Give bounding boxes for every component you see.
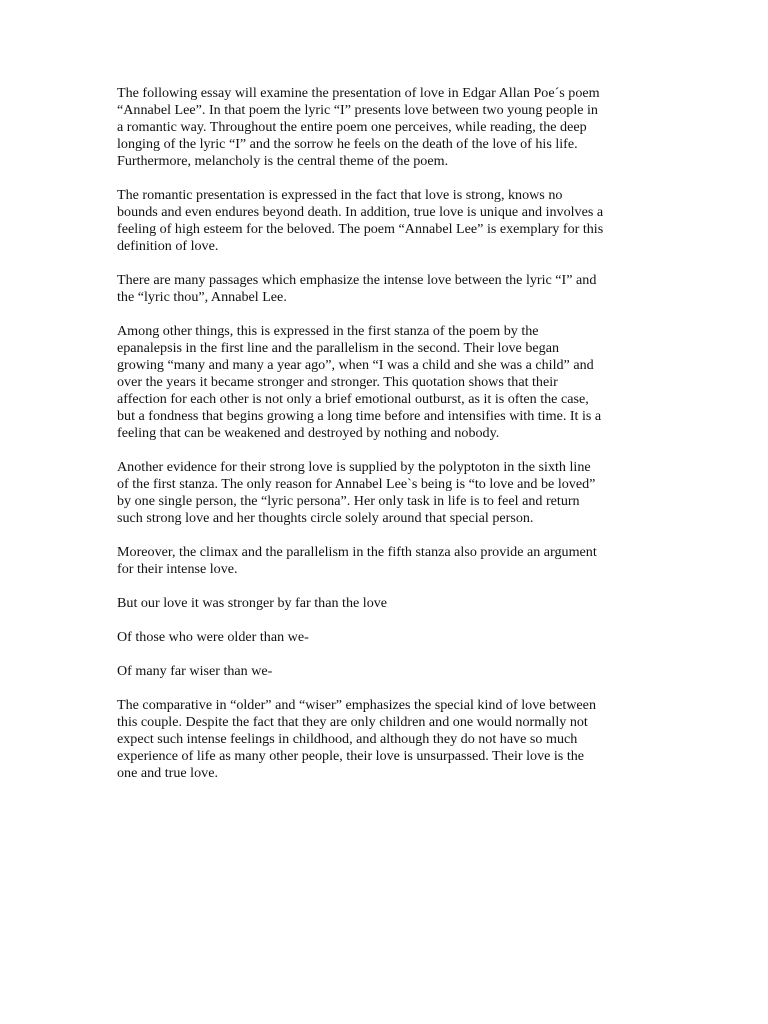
text-line: Furthermore, melancholy is the central theme of the poem. — [117, 153, 449, 169]
text-line: “Annabel Lee”. In that poem the lyric “I” presents love between two young people in — [117, 102, 598, 118]
paragraph-intro — [117, 85, 655, 170]
paragraph-climax — [117, 544, 655, 578]
text-line: There are many passages which emphasize the intense love between the lyric “I” and — [117, 272, 597, 288]
text-line: expect such intense feelings in childhood, and although they do not have so much — [117, 731, 578, 747]
text-line: over the years it became stronger and stronger. This quotation shows that their — [117, 374, 558, 390]
text-line: the “lyric thou”, Annabel Lee. — [117, 289, 287, 305]
text-line: growing “many and many a year ago”, when “I was a child and she was a child” and — [117, 357, 594, 373]
text-line: longing of the lyric “I” and the sorrow he feels on the death of the love of his life. — [117, 136, 578, 152]
poem-quote-line-3 — [117, 663, 655, 680]
text-line: this couple. Despite the fact that they are only children and one would normally not — [117, 714, 588, 730]
text-line: by one single person, the “lyric persona”. Her only task in life is to feel and return — [117, 493, 580, 509]
text-line: but a fondness that begins growing a long time before and intensifies with time. It is a — [117, 408, 602, 424]
text-line: Of many far wiser than we- — [117, 663, 273, 679]
paragraph-polyptoton — [117, 459, 655, 527]
text-line: Another evidence for their strong love is supplied by the polyptoton in the sixth line — [117, 459, 591, 475]
paragraph-romantic-presentation — [117, 187, 655, 255]
text-line: Moreover, the climax and the parallelism in the fifth stanza also provide an argument — [117, 544, 597, 560]
text-line: such strong love and her thoughts circle solely around that special person. — [117, 510, 534, 526]
text-line: of the first stanza. The only reason for Annabel Lee`s being is “to love and be loved” — [117, 476, 596, 492]
text-line: epanalepsis in the first line and the parallelism in the second. Their love began — [117, 340, 559, 356]
text-line: But our love it was stronger by far than the love — [117, 595, 388, 611]
paragraph-passages — [117, 272, 655, 306]
text-line: The comparative in “older” and “wiser” emphasizes the special kind of love between — [117, 697, 596, 713]
paragraph-first-stanza — [117, 323, 655, 442]
text-line: bounds and even endures beyond death. In addition, true love is unique and involves a — [117, 204, 604, 220]
poem-quote-line-2 — [117, 629, 655, 646]
text-line: Among other things, this is expressed in the first stanza of the poem by the — [117, 323, 539, 339]
essay-body — [117, 85, 655, 799]
text-line: experience of life as many other people, their love is unsurpassed. Their love is the — [117, 748, 585, 764]
text-line: for their intense love. — [117, 561, 238, 577]
text-line: Of those who were older than we- — [117, 629, 309, 645]
text-line: definition of love. — [117, 238, 219, 254]
text-line: feeling that can be weakened and destroyed by nothing and nobody. — [117, 425, 500, 441]
text-line: one and true love. — [117, 765, 218, 781]
text-line: a romantic way. Throughout the entire poem one perceives, while reading, the deep — [117, 119, 587, 135]
poem-quote-line-1 — [117, 595, 655, 612]
text-line: affection for each other is not only a brief emotional outburst, as it is often the case, — [117, 391, 589, 407]
paragraph-conclusion — [117, 697, 655, 782]
text-line: The romantic presentation is expressed in the fact that love is strong, knows no — [117, 187, 563, 203]
text-line: The following essay will examine the presentation of love in Edgar Allan Poe´s poem — [117, 85, 600, 101]
text-line: feeling of high esteem for the beloved. The poem “Annabel Lee” is exemplary for this — [117, 221, 604, 237]
